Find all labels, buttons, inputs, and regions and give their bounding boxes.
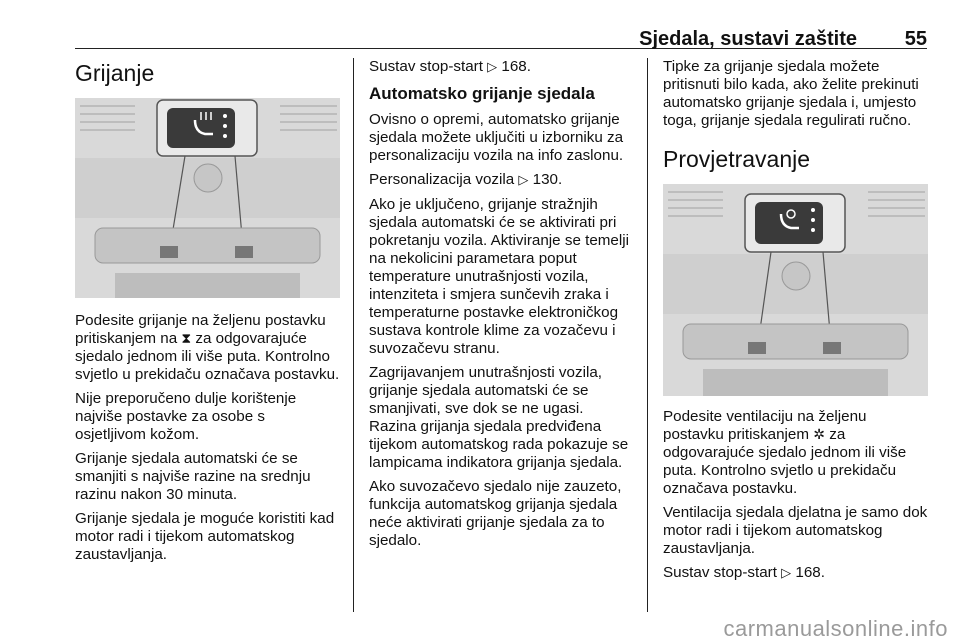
page-number: 55 (904, 28, 927, 50)
watermark: carmanualsonline.info (723, 616, 948, 641)
cross-reference-stop-start-2: Sustav stop-start ▷ 168. (663, 564, 825, 581)
paragraph-auto-3: Zagrijavanjem unutrašnjosti vozila, grijanje sjedala automatski će se smanjivati, sve dok se ne ugasi. Razina grijanja sjedala predviđena tijekom automatskog rada pokazuje se lampicama indikatora grijanja sjedala. (369, 364, 629, 471)
paragraph-auto-4: Ako suvozačevo sjedalo nije zauzeto, funkcija automatskog grijanja sjedala neće aktivirati grijanje sjedala za to sjedalo. (369, 478, 622, 549)
seat-heating-figure (75, 98, 340, 298)
cross-reference-personalization: Personalizacija vozila ▷ 130. (369, 171, 563, 188)
column-divider (353, 58, 354, 612)
cross-reference-stop-start: Sustav stop-start ▷ 168. (369, 58, 531, 75)
paragraph-heating-1: Podesite grijanje na željenu postavku pritiskanjem na ⧗ za odgovarajuće sjedalo jednom ili više puta. Kontrolno svjetlo u prekidaču označava postavku. (75, 312, 340, 383)
column-3 (663, 58, 928, 589)
triangle-ref-icon: ▷ (781, 566, 792, 581)
column-1 (75, 58, 340, 570)
section-title-provjetravanje: Provjetravanje (663, 146, 811, 172)
paragraph-ventilation-2: Ventilacija sjedala djelatna je samo dok motor radi i tijekom automatskog zaustavljanja. (663, 504, 928, 557)
column-2 (369, 58, 634, 556)
paragraph-heating-3: Grijanje sjedala automatski će se smanjiti s najviše razine na srednju razinu nakon 30 minuta. (75, 450, 311, 503)
running-title: Sjedala, sustavi zaštite (639, 28, 857, 50)
triangle-ref-icon: ▷ (518, 173, 529, 188)
section-title-grijanje: Grijanje (75, 60, 155, 86)
seat-vent-icon: ✲ (813, 427, 825, 443)
paragraph-heating-4: Grijanje sjedala je moguće koristiti kad motor radi i tijekom automatskog zaustavljanja. (75, 510, 335, 563)
paragraph-auto-1: Ovisno o opremi, automatsko grijanje sjedala možete uključiti u izborniku za personalizaciju vozila na info zaslonu. (369, 111, 624, 164)
triangle-ref-icon: ▷ (487, 60, 498, 75)
paragraph-ventilation-1: Podesite ventilaciju na željenu postavku pritiskanjem ✲ za odgovarajuće sjedalo jednom ili više puta. Kontrolno svjetlo u prekidaču označava postavku. (663, 408, 907, 497)
paragraph-auto-2: Ako je uključeno, grijanje stražnjih sjedala automatski će se aktivirati pri pokretanju vozila. Aktiviranje se temelji na nekolicini parametara poput temperature unutrašnjosti vozila, intenziteta i smjera sunčevih zraka i temperaturne postavke elektroničkog sustava kontrole klime za vozačevu i suvozačevu stranu. (369, 196, 629, 357)
paragraph-manual-override: Tipke za grijanje sjedala možete pritisnuti bilo kada, ako želite prekinuti automatsko grijanje sjedala i, umjesto toga, grijanje sjedala regulirati ručno. (663, 58, 919, 129)
seat-ventilation-figure (663, 184, 928, 396)
page-header (75, 18, 927, 49)
seat-heat-icon: ⧗ (181, 331, 192, 347)
paragraph-heating-2: Nije preporučeno dulje korištenje najviše postavke za osobe s osjetljivom kožom. (75, 390, 297, 443)
column-divider (647, 58, 648, 612)
subsection-title: Automatsko grijanje sjedala (369, 84, 595, 103)
